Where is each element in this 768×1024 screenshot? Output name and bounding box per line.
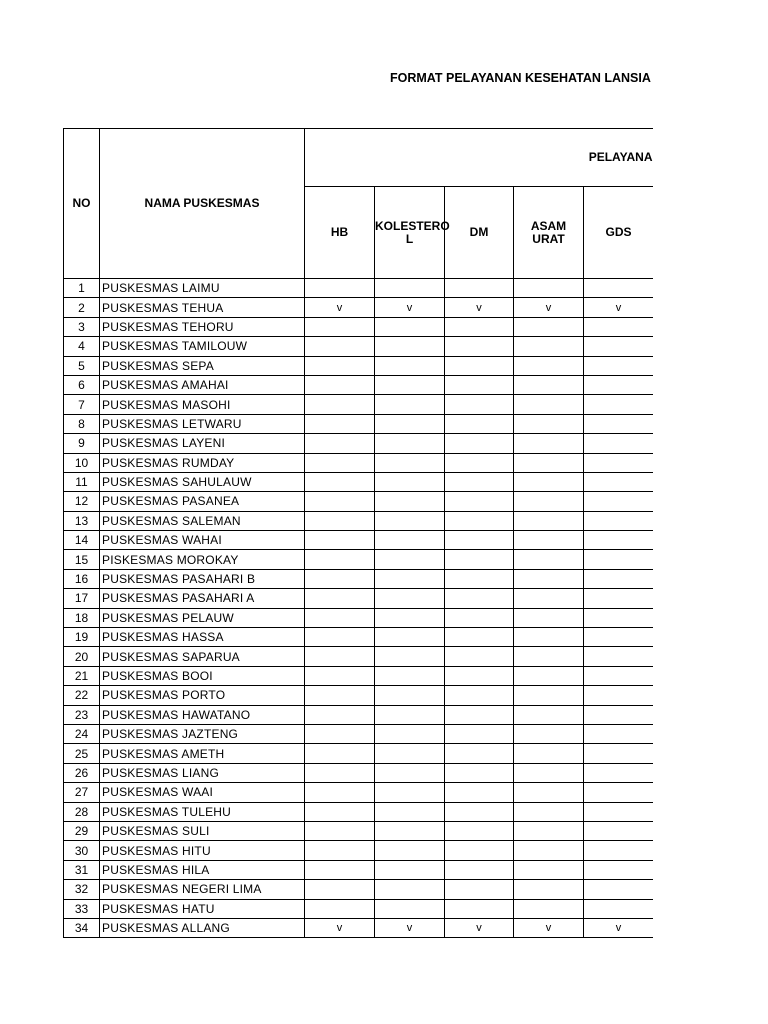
table-row	[64, 608, 654, 627]
puskesmas-name: PUSKESMAS JAZTENG	[100, 724, 305, 743]
service-mark-cell	[305, 860, 375, 879]
puskesmas-name: PUSKESMAS SALEMAN	[100, 511, 305, 530]
table-row	[64, 279, 654, 298]
service-mark-cell	[445, 337, 514, 356]
service-mark-cell	[445, 821, 514, 840]
service-mark-cell	[514, 531, 584, 550]
table-row	[64, 724, 654, 743]
row-number: 3	[64, 317, 100, 336]
service-mark-cell	[584, 279, 654, 298]
service-mark-cell	[445, 647, 514, 666]
service-mark-cell	[375, 686, 445, 705]
service-mark-cell	[584, 550, 654, 569]
service-mark-cell	[375, 744, 445, 763]
service-mark-cell	[375, 763, 445, 782]
service-mark-cell	[514, 395, 584, 414]
table-row	[64, 337, 654, 356]
puskesmas-name: PUSKESMAS WAHAI	[100, 531, 305, 550]
service-mark-cell	[584, 860, 654, 879]
service-mark-cell	[305, 511, 375, 530]
service-mark-cell	[584, 511, 654, 530]
service-mark-cell	[375, 860, 445, 879]
service-mark-cell	[305, 686, 375, 705]
table-row	[64, 705, 654, 724]
service-mark-cell	[584, 453, 654, 472]
service-mark-cell	[514, 472, 584, 491]
table-row	[64, 841, 654, 860]
row-number: 11	[64, 472, 100, 491]
service-mark-cell	[375, 705, 445, 724]
service-mark-cell	[445, 569, 514, 588]
service-mark-cell	[584, 317, 654, 336]
row-number: 23	[64, 705, 100, 724]
service-mark-cell	[584, 880, 654, 899]
row-number: 32	[64, 880, 100, 899]
header-no: NO	[64, 129, 100, 279]
service-mark-cell	[445, 356, 514, 375]
service-mark-cell	[514, 414, 584, 433]
service-mark-cell	[305, 395, 375, 414]
puskesmas-name: PUSKESMAS HASSA	[100, 628, 305, 647]
service-mark-cell	[514, 569, 584, 588]
service-mark-cell	[514, 492, 584, 511]
puskesmas-name: PUSKESMAS HILA	[100, 860, 305, 879]
service-mark-cell	[514, 705, 584, 724]
row-number: 5	[64, 356, 100, 375]
service-mark-cell	[514, 628, 584, 647]
service-mark-cell	[445, 744, 514, 763]
service-mark-cell	[375, 608, 445, 627]
puskesmas-name: PUSKESMAS AMETH	[100, 744, 305, 763]
header-name: NAMA PUSKESMAS	[100, 129, 305, 279]
service-mark-cell: v	[514, 918, 584, 937]
row-number: 27	[64, 783, 100, 802]
row-number: 9	[64, 434, 100, 453]
service-mark-cell	[305, 356, 375, 375]
service-mark-cell	[375, 550, 445, 569]
service-mark-cell	[445, 783, 514, 802]
service-mark-cell	[445, 511, 514, 530]
service-mark-cell	[445, 375, 514, 394]
row-number: 31	[64, 860, 100, 879]
service-mark-cell	[514, 880, 584, 899]
row-number: 29	[64, 821, 100, 840]
service-mark-cell	[305, 492, 375, 511]
table-row	[64, 434, 654, 453]
row-number: 33	[64, 899, 100, 918]
row-number: 7	[64, 395, 100, 414]
puskesmas-name: PUSKESMAS PASAHARI A	[100, 589, 305, 608]
row-number: 2	[64, 298, 100, 317]
table-body	[64, 279, 654, 938]
service-mark-cell	[584, 356, 654, 375]
service-mark-cell	[584, 375, 654, 394]
service-mark-cell	[375, 395, 445, 414]
service-mark-cell	[305, 550, 375, 569]
service-mark-cell	[375, 472, 445, 491]
service-mark-cell	[375, 317, 445, 336]
service-mark-cell: v	[375, 298, 445, 317]
row-number: 22	[64, 686, 100, 705]
service-mark-cell	[305, 705, 375, 724]
row-number: 26	[64, 763, 100, 782]
row-number: 13	[64, 511, 100, 530]
service-table	[63, 128, 653, 938]
puskesmas-name: PUSKESMAS LAYENI	[100, 434, 305, 453]
service-mark-cell	[514, 783, 584, 802]
table-row	[64, 550, 654, 569]
service-mark-cell	[445, 492, 514, 511]
service-mark-cell	[514, 821, 584, 840]
service-mark-cell	[305, 821, 375, 840]
service-mark-cell	[445, 860, 514, 879]
service-mark-cell	[375, 414, 445, 433]
table-row	[64, 569, 654, 588]
service-mark-cell	[514, 860, 584, 879]
table-row	[64, 860, 654, 879]
puskesmas-name: PUSKESMAS PELAUW	[100, 608, 305, 627]
service-mark-cell	[514, 337, 584, 356]
service-mark-cell	[584, 395, 654, 414]
puskesmas-name: PUSKESMAS LETWARU	[100, 414, 305, 433]
service-mark-cell	[305, 569, 375, 588]
service-mark-cell	[514, 375, 584, 394]
service-mark-cell	[514, 317, 584, 336]
header-service-0: HB	[305, 187, 375, 279]
service-mark-cell	[305, 453, 375, 472]
service-mark-cell	[514, 608, 584, 627]
header-service-3: ASAM URAT	[514, 187, 584, 279]
service-mark-cell	[584, 821, 654, 840]
row-number: 24	[64, 724, 100, 743]
service-mark-cell	[375, 531, 445, 550]
service-mark-cell	[445, 395, 514, 414]
row-number: 1	[64, 279, 100, 298]
puskesmas-name: PUSKESMAS PASANEA	[100, 492, 305, 511]
service-mark-cell	[305, 589, 375, 608]
table-row	[64, 666, 654, 685]
service-mark-cell	[375, 666, 445, 685]
service-mark-cell	[584, 472, 654, 491]
puskesmas-name: PUSKESMAS SAPARUA	[100, 647, 305, 666]
report-sheet	[63, 128, 653, 938]
service-mark-cell	[305, 802, 375, 821]
service-mark-cell	[305, 724, 375, 743]
service-mark-cell	[445, 453, 514, 472]
row-number: 14	[64, 531, 100, 550]
service-mark-cell	[375, 841, 445, 860]
puskesmas-name: PUSKESMAS HATU	[100, 899, 305, 918]
table-row	[64, 763, 654, 782]
service-mark-cell	[305, 375, 375, 394]
service-mark-cell	[305, 783, 375, 802]
puskesmas-name: PUSKESMAS HITU	[100, 841, 305, 860]
service-mark-cell	[305, 744, 375, 763]
service-mark-cell	[514, 589, 584, 608]
service-mark-cell	[445, 686, 514, 705]
table-row	[64, 802, 654, 821]
row-number: 17	[64, 589, 100, 608]
service-mark-cell	[375, 434, 445, 453]
service-mark-cell: v	[375, 918, 445, 937]
service-mark-cell	[584, 434, 654, 453]
service-mark-cell: v	[584, 918, 654, 937]
service-mark-cell	[584, 589, 654, 608]
puskesmas-name: PUSKESMAS RUMDAY	[100, 453, 305, 472]
service-mark-cell	[514, 356, 584, 375]
service-mark-cell	[445, 589, 514, 608]
service-mark-cell	[584, 783, 654, 802]
service-mark-cell	[375, 589, 445, 608]
row-number: 16	[64, 569, 100, 588]
service-mark-cell	[375, 821, 445, 840]
service-mark-cell	[305, 317, 375, 336]
service-mark-cell	[445, 414, 514, 433]
service-mark-cell	[584, 337, 654, 356]
row-number: 6	[64, 375, 100, 394]
table-row	[64, 395, 654, 414]
table-row	[64, 686, 654, 705]
service-mark-cell	[375, 356, 445, 375]
table-row	[64, 880, 654, 899]
service-mark-cell	[584, 569, 654, 588]
service-mark-cell	[375, 279, 445, 298]
service-mark-cell	[445, 317, 514, 336]
service-mark-cell	[375, 880, 445, 899]
service-mark-cell	[305, 763, 375, 782]
puskesmas-name: PUSKESMAS SAHULAUW	[100, 472, 305, 491]
service-mark-cell	[305, 666, 375, 685]
puskesmas-name: PUSKESMAS PASAHARI B	[100, 569, 305, 588]
header-service-4: GDS	[584, 187, 654, 279]
service-mark-cell	[584, 744, 654, 763]
service-mark-cell	[445, 899, 514, 918]
service-mark-cell	[375, 453, 445, 472]
service-mark-cell	[375, 783, 445, 802]
service-mark-cell	[514, 802, 584, 821]
puskesmas-name: PUSKESMAS ALLANG	[100, 918, 305, 937]
service-mark-cell	[514, 744, 584, 763]
service-mark-cell	[375, 802, 445, 821]
service-mark-cell	[445, 724, 514, 743]
header-service-2: DM	[445, 187, 514, 279]
service-mark-cell	[584, 414, 654, 433]
service-mark-cell	[584, 531, 654, 550]
row-number: 4	[64, 337, 100, 356]
service-mark-cell	[375, 375, 445, 394]
row-number: 12	[64, 492, 100, 511]
table-row	[64, 298, 654, 317]
service-mark-cell	[584, 899, 654, 918]
puskesmas-name: PUSKESMAS TULEHU	[100, 802, 305, 821]
service-mark-cell	[445, 666, 514, 685]
table-row	[64, 783, 654, 802]
service-mark-cell	[445, 802, 514, 821]
table-row	[64, 821, 654, 840]
service-mark-cell	[375, 628, 445, 647]
row-number: 19	[64, 628, 100, 647]
service-mark-cell	[584, 628, 654, 647]
service-mark-cell	[375, 899, 445, 918]
service-mark-cell	[584, 802, 654, 821]
service-mark-cell	[445, 531, 514, 550]
service-mark-cell	[305, 628, 375, 647]
table-row	[64, 375, 654, 394]
service-mark-cell	[514, 686, 584, 705]
puskesmas-name: PUSKESMAS TEHORU	[100, 317, 305, 336]
service-mark-cell	[514, 724, 584, 743]
service-mark-cell	[514, 647, 584, 666]
service-mark-cell	[514, 899, 584, 918]
service-mark-cell	[445, 434, 514, 453]
puskesmas-name: PUSKESMAS LAIMU	[100, 279, 305, 298]
puskesmas-name: PUSKESMAS SULI	[100, 821, 305, 840]
row-number: 28	[64, 802, 100, 821]
row-number: 30	[64, 841, 100, 860]
row-number: 15	[64, 550, 100, 569]
service-mark-cell	[305, 647, 375, 666]
puskesmas-name: PUSKESMAS TEHUA	[100, 298, 305, 317]
table-row	[64, 356, 654, 375]
service-mark-cell	[584, 608, 654, 627]
service-mark-cell	[514, 550, 584, 569]
puskesmas-name: PUSKESMAS MASOHI	[100, 395, 305, 414]
service-mark-cell	[514, 279, 584, 298]
service-mark-cell: v	[514, 298, 584, 317]
service-mark-cell	[375, 337, 445, 356]
service-mark-cell	[305, 472, 375, 491]
row-number: 34	[64, 918, 100, 937]
service-mark-cell	[305, 434, 375, 453]
service-mark-cell	[584, 666, 654, 685]
puskesmas-name: PUSKESMAS BOOI	[100, 666, 305, 685]
service-mark-cell: v	[305, 298, 375, 317]
table-row	[64, 647, 654, 666]
service-mark-cell	[305, 880, 375, 899]
row-number: 18	[64, 608, 100, 627]
service-mark-cell	[445, 279, 514, 298]
table-row	[64, 918, 654, 937]
service-mark-cell	[514, 453, 584, 472]
service-mark-cell	[375, 647, 445, 666]
service-mark-cell	[305, 414, 375, 433]
header-service-group: PELAYANA	[305, 129, 654, 187]
table-row	[64, 317, 654, 336]
service-mark-cell	[514, 434, 584, 453]
table-row	[64, 589, 654, 608]
table-row	[64, 744, 654, 763]
service-mark-cell	[305, 279, 375, 298]
table-row	[64, 453, 654, 472]
service-mark-cell	[514, 841, 584, 860]
table-row	[64, 899, 654, 918]
table-row	[64, 414, 654, 433]
service-mark-cell	[514, 763, 584, 782]
service-mark-cell	[445, 608, 514, 627]
service-mark-cell	[584, 686, 654, 705]
puskesmas-name: PUSKESMAS SEPA	[100, 356, 305, 375]
puskesmas-name: PUSKESMAS HAWATANO	[100, 705, 305, 724]
table-row	[64, 472, 654, 491]
service-mark-cell	[445, 550, 514, 569]
row-number: 10	[64, 453, 100, 472]
service-mark-cell: v	[445, 298, 514, 317]
service-mark-cell	[375, 492, 445, 511]
service-mark-cell: v	[584, 298, 654, 317]
service-mark-cell	[584, 492, 654, 511]
service-mark-cell	[305, 608, 375, 627]
service-mark-cell	[584, 763, 654, 782]
service-mark-cell	[584, 724, 654, 743]
table-row	[64, 492, 654, 511]
service-mark-cell	[445, 880, 514, 899]
puskesmas-name: PUSKESMAS AMAHAI	[100, 375, 305, 394]
service-mark-cell	[305, 337, 375, 356]
table-row	[64, 628, 654, 647]
row-number: 8	[64, 414, 100, 433]
service-mark-cell: v	[445, 918, 514, 937]
service-mark-cell	[445, 472, 514, 491]
service-mark-cell	[514, 511, 584, 530]
puskesmas-name: PUSKESMAS WAAI	[100, 783, 305, 802]
service-mark-cell	[445, 841, 514, 860]
puskesmas-name: PUSKESMAS NEGERI LIMA	[100, 880, 305, 899]
service-mark-cell: v	[305, 918, 375, 937]
header-service-1: KOLESTERO L	[375, 187, 445, 279]
puskesmas-name: PUSKESMAS PORTO	[100, 686, 305, 705]
puskesmas-name: PISKESMAS MOROKAY	[100, 550, 305, 569]
puskesmas-name: PUSKESMAS TAMILOUW	[100, 337, 305, 356]
table-row	[64, 531, 654, 550]
service-mark-cell	[584, 841, 654, 860]
document-title: FORMAT PELAYANAN KESEHATAN LANSIA	[390, 71, 651, 85]
service-mark-cell	[305, 531, 375, 550]
puskesmas-name: PUSKESMAS LIANG	[100, 763, 305, 782]
row-number: 21	[64, 666, 100, 685]
service-mark-cell	[375, 511, 445, 530]
service-mark-cell	[445, 628, 514, 647]
service-mark-cell	[445, 705, 514, 724]
service-mark-cell	[584, 705, 654, 724]
service-mark-cell	[375, 724, 445, 743]
row-number: 20	[64, 647, 100, 666]
service-mark-cell	[445, 763, 514, 782]
row-number: 25	[64, 744, 100, 763]
service-mark-cell	[305, 841, 375, 860]
service-mark-cell	[375, 569, 445, 588]
table-row	[64, 511, 654, 530]
service-mark-cell	[584, 647, 654, 666]
service-mark-cell	[305, 899, 375, 918]
service-mark-cell	[514, 666, 584, 685]
